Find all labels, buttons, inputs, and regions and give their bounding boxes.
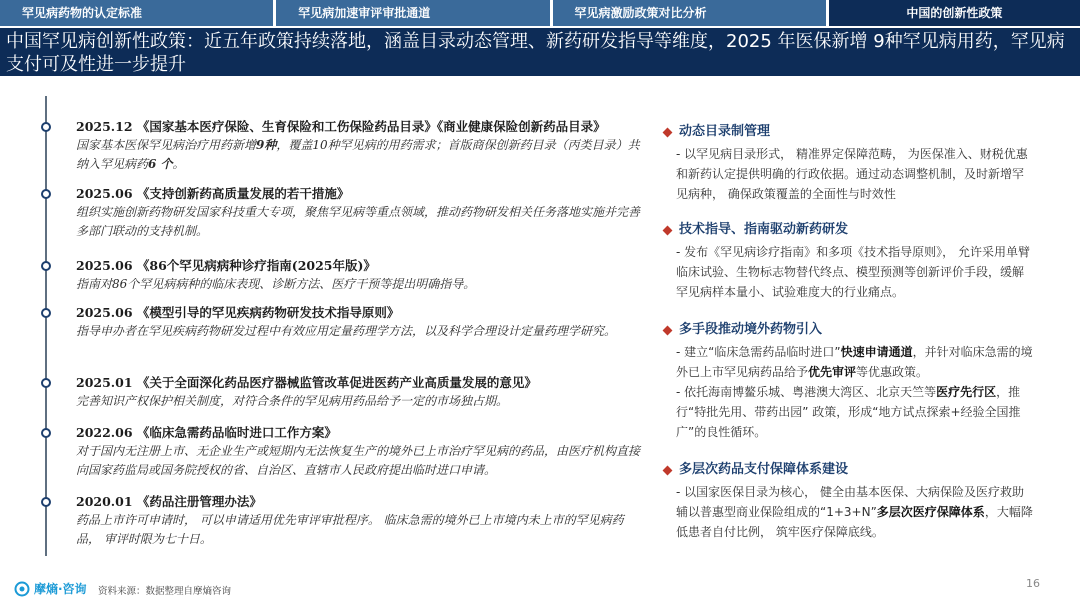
logo-text: 摩熵·咨询 xyxy=(34,582,87,596)
para-text: ，大幅降低患者自付比例， 筑牢医疗保障底线。 xyxy=(676,505,1033,539)
section-title: 技术指导、指南驱动新药研发 xyxy=(679,222,849,237)
para-highlight: 快速申请通道 xyxy=(840,345,913,359)
entry-desc: 完善知识产权保护相关制度，对符合条件的罕见病用药品给予一定的市场独占期。 xyxy=(76,394,509,408)
entry-desc-text: 国家基本医保罕见病治疗用药新增 xyxy=(76,138,257,152)
tab-rare-drug-criteria[interactable]: 罕见病药物的认定标准 xyxy=(0,0,273,26)
entry-desc: 组织实施创新药物研发国家科技重大专项，聚焦罕见病等重点领域，推动药物研发相关任务落地实施并完善多部门联动的支持机制。 xyxy=(76,205,641,238)
section-body xyxy=(664,342,1034,442)
page-number: 16 xyxy=(1026,577,1040,590)
entry-desc: 对于国内无注册上市、无企业生产或短期内无法恢复生产的境外已上市治疗罕见病的药品，由医疗机构直接向国家药监局或国务院授权的省、自治区、直辖市人民政府提出临时进口申请。 xyxy=(76,444,641,477)
entry-desc-highlight: 6 个 xyxy=(148,157,173,171)
section-title: 多手段推动境外药物引入 xyxy=(679,322,823,337)
timeline-dot xyxy=(41,378,51,388)
timeline-line xyxy=(45,96,47,556)
diamond-bullet-icon xyxy=(663,127,673,137)
section-body: - 以罕见病目录形式， 精准界定保障范畴， 为医保准入、财税优惠和新药认定提供明确的行政依据。通过动态调整机制，及时新增罕见病种， 确保政策覆盖的全面性与时效性 xyxy=(676,147,1028,201)
para-text: ，并针对临床急需的境外已上市罕见病药品给予 xyxy=(676,345,1033,379)
tab-accelerated-review[interactable]: 罕见病加速审评审批通道 xyxy=(276,0,549,26)
section-paragraph xyxy=(676,342,1034,382)
timeline-dot xyxy=(41,497,51,507)
entry-desc xyxy=(76,136,646,174)
timeline-dot xyxy=(41,122,51,132)
entry-title: 2025.06 《模型引导的罕见疾病药物研发技术指导原则》 xyxy=(76,305,400,320)
entry-desc-text: ，覆盖10种罕见病的用药需求；首版商保创新药目录（丙类目录）共纳入罕见病药 xyxy=(76,138,640,171)
para-text: 等优惠政策。 xyxy=(856,365,929,379)
entry-title: 2025.12 《国家基本医疗保险、生育保险和工伤保险药品目录》《商业健康保险创新药品目录》 xyxy=(76,119,606,134)
diamond-bullet-icon xyxy=(663,465,673,475)
entry-title: 2020.01 《药品注册管理办法》 xyxy=(76,494,262,509)
diamond-bullet-icon xyxy=(663,325,673,335)
section-body: - 发布《罕见病诊疗指南》和多项《技术指导原则》， 允许采用单臂临床试验、生物标志物替代终点、模型预测等创新评价手段，缓解罕见病样本量小、试验难度大的行业痛点。 xyxy=(676,245,1030,299)
section-payment-system xyxy=(664,460,1034,542)
source-note: 资料来源：数据整理自摩熵咨询 xyxy=(98,586,232,597)
entry-desc: 指导申办者在罕见疾病药物研发过程中有效应用定量药理学方法，以及科学合理设计定量药理学研究。 xyxy=(76,324,617,338)
entry-title: 2025.06 《86个罕见病病种诊疗指南(2025年版)》 xyxy=(76,258,376,273)
timeline-dot xyxy=(41,189,51,199)
entry-desc-highlight: 9种 xyxy=(256,138,277,152)
para-text: - 依托海南博鳌乐城、粤港澳大湾区、北京天竺等 xyxy=(676,385,937,399)
para-text: - 建立“临床急需药品临时进口” xyxy=(676,345,841,359)
para-text: - 以国家医保目录为核心， 健全由基本医保、大病保险及医疗救助辅以普惠型商业保险组成的“1+3+N” xyxy=(676,485,1024,519)
timeline-dot xyxy=(41,308,51,318)
entry-title: 2025.01 《关于全面深化药品医疗器械监管改革促进医药产业高质量发展的意见》 xyxy=(76,375,537,390)
para-highlight: 医疗先行区 xyxy=(936,385,997,399)
section-paragraph xyxy=(676,382,1034,442)
tab-china-innovative-policy[interactable]: 中国的创新性政策 xyxy=(829,0,1080,26)
entry-desc: 指南对86个罕见病病种的临床表现、诊断方法、医疗干预等提出明确指导。 xyxy=(76,277,476,291)
tab-incentive-comparison[interactable]: 罕见病激励政策对比分析 xyxy=(553,0,826,26)
section-technical-guidance xyxy=(664,220,1034,302)
para-highlight: 多层次医疗保障体系 xyxy=(876,505,985,519)
entry-title: 2022.06 《临床急需药品临时进口工作方案》 xyxy=(76,425,337,440)
para-text: ，推行“特批先用、带药出园” 政策，形成“地方试点探索+经验全国推广”的良性循环。 xyxy=(676,385,1021,439)
entry-desc: 药品上市许可申请时， 可以申请适用优先审评审批程序。 临床急需的境外已上市境内未上市的罕见病药品， 审评时限为七十日。 xyxy=(76,513,624,546)
diamond-bullet-icon xyxy=(663,225,673,235)
company-logo xyxy=(14,580,87,597)
top-tab-bar xyxy=(0,0,1080,26)
section-title: 多层次药品支付保障体系建设 xyxy=(679,462,849,477)
entry-desc-text: 。 xyxy=(172,157,185,171)
timeline-dot xyxy=(41,261,51,271)
section-dynamic-catalog xyxy=(664,122,1034,204)
entry-title: 2025.06 《支持创新药高质量发展的若干措施》 xyxy=(76,186,350,201)
timeline-dot xyxy=(41,428,51,438)
para-highlight: 优先审评 xyxy=(808,365,857,379)
logo-mark-icon xyxy=(14,581,30,597)
section-body xyxy=(664,482,1034,542)
section-foreign-drug-import xyxy=(664,320,1034,442)
section-title: 动态目录制管理 xyxy=(679,124,771,139)
page-title: 中国罕见病创新性政策：近五年政策持续落地，涵盖目录动态管理、新药研发指导等维度，2025 年医保新增 9种罕见病用药，罕见病支付可及性进一步提升 xyxy=(0,28,1080,76)
